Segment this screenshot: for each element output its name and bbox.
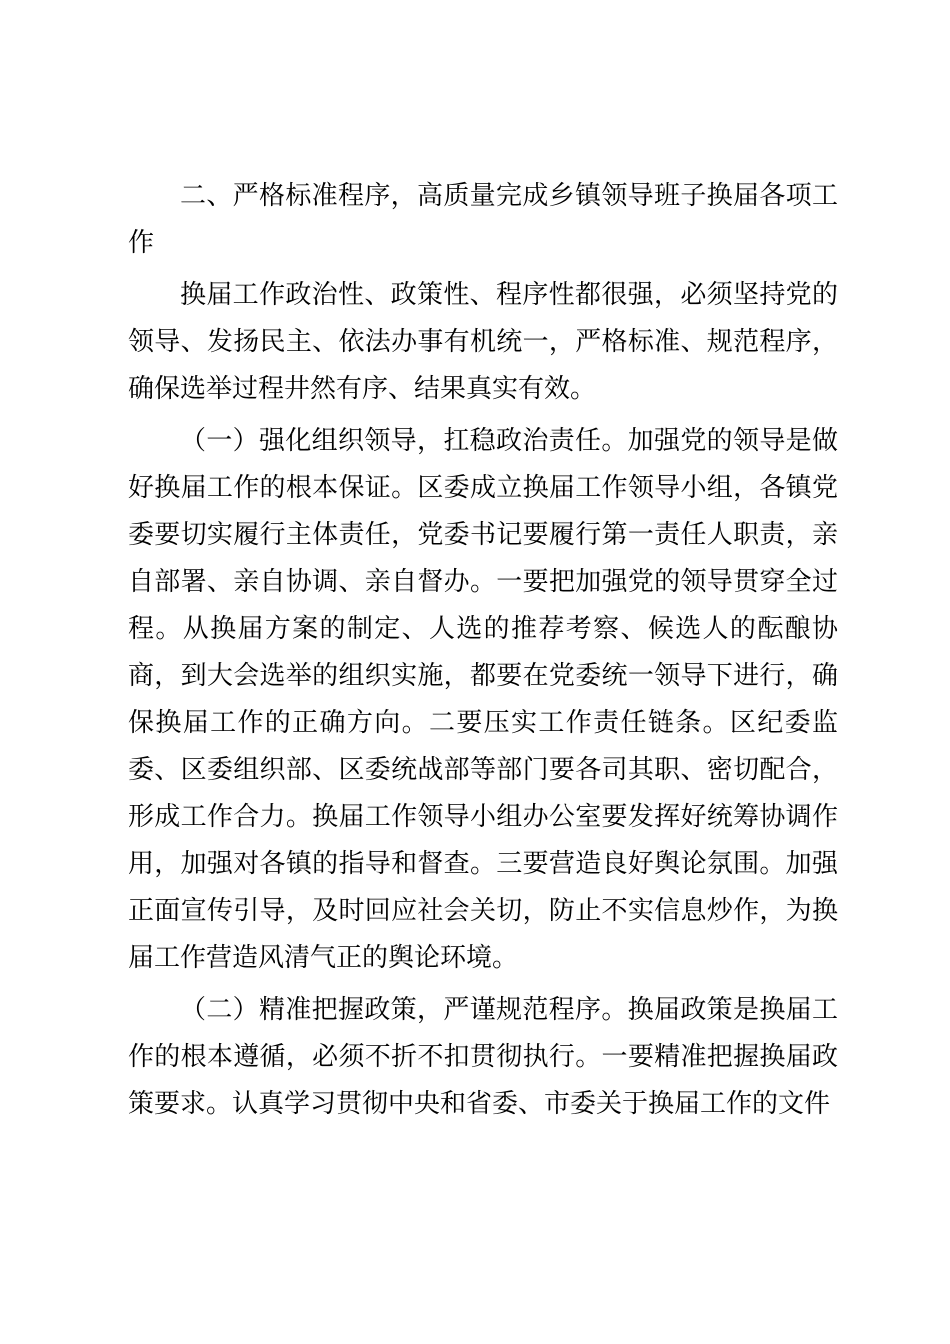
paragraph-intro: 换届工作政治性、政策性、程序性都很强，必须坚持党的领导、发扬民主、依法办事有机统一，严格标准、规范程序，确保选举过程井然有序、结果真实有效。: [128, 279, 838, 403]
section-heading: 二、严格标准程序，高质量完成乡镇领导班子换届各项工作: [128, 180, 838, 257]
paragraph-point-two: （二）精准把握政策，严谨规范程序。换届政策是换届工作的根本遵循，必须不折不扣贯彻执行。一要精准把握换届政策要求。认真学习贯彻中央和省委、市委关于换届工作的文件: [128, 994, 838, 1118]
paragraph-point-one: （一）强化组织领导，扛稳政治责任。加强党的领导是做好换届工作的根本保证。区委成立换届工作领导小组，各镇党委要切实履行主体责任，党委书记要履行第一责任人职责，亲自部署、亲自协调、亲自督办。一要把加强党的领导贯穿全过程。从换届方案的制定、人选的推荐考察、候选人的酝酿协商，到大会选举的组织实施，都要在党委统一领导下进行，确保换届工作的正确方向。二要压实工作责任链条。区纪委监委、区委组织部、区委统战部等部门要各司其职、密切配合，形成工作合力。换届工作领导小组办公室要发挥好统筹协调作用，加强对各镇的指导和督查。三要营造良好舆论氛围。加强正面宣传引导，及时回应社会关切，防止不实信息炒作，为换届工作营造风清气正的舆论环境。: [128, 425, 838, 972]
